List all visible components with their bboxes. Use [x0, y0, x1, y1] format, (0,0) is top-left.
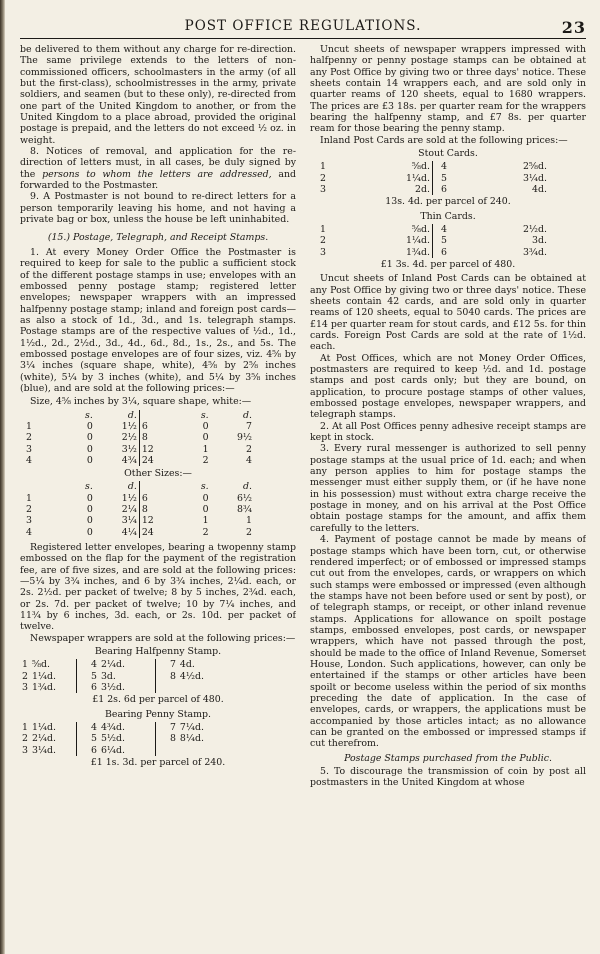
thin-cards-table	[318, 224, 549, 258]
table-row: 1 0 1½ 6 0 7	[26, 420, 252, 432]
table-row: 3 0 3½ 12 1 2	[26, 443, 252, 455]
paragraph: 9. A Postmaster is not bound to re-direct letters for a person temporarily leaving his home, and not having a private bag or box, unless the house be left uninhabited.	[20, 191, 296, 226]
paragraph: Newspaper wrappers are sold at the following prices:—	[30, 632, 296, 644]
binding-edge	[0, 0, 5, 954]
table-row: 3 1¾d. 6 3¾d.	[320, 246, 547, 258]
table-header-row: s. d. s. d.	[85, 481, 252, 493]
table-heading: Thin Cards.	[420, 210, 476, 222]
table-row: 2 1¼d. 5 3d. 8 4½d.	[22, 670, 204, 682]
table-row: 3 0 3¼ 12 1 1	[26, 515, 252, 527]
emphasis: persons to whom the letters are addressed,	[42, 168, 272, 180]
table-total: £1 3s. 4d. per parcel of 480.	[380, 258, 516, 270]
table-heading: Bearing Penny Stamp.	[105, 708, 211, 720]
table-row: 3 2d. 6 4d.	[320, 184, 547, 196]
table-row: 1 ⅝d. 4 2⅝d.	[320, 161, 547, 173]
page-number: 23	[561, 18, 586, 37]
page-header	[20, 18, 586, 36]
table-total: £1 1s. 3d. per parcel of 240.	[90, 756, 226, 768]
table-row: 1 1¼d. 4 4¾d. 7 7¼d.	[22, 721, 204, 733]
table-row: 1 ⅝d. 4 2¼d. 7 4d.	[22, 659, 195, 671]
table-heading: Size, 4⅝ inches by 3¼, square shape, white:—	[30, 396, 252, 408]
table-heading: Bearing Halfpenny Stamp.	[94, 646, 222, 658]
paragraph: 5. To discourage the transmission of coin by post all postmasters in the United Kingdom at whose	[310, 766, 586, 789]
table-row: 4 0 4¾ 24 2 4	[26, 454, 252, 466]
other-envelope-table	[24, 481, 254, 537]
table-total: £1 2s. 6d per parcel of 480.	[92, 694, 224, 706]
square-envelope-table	[24, 410, 254, 466]
table-row: 2 0 2½ 8 0 9½	[26, 432, 252, 444]
stout-cards-table	[318, 161, 549, 195]
table-row: 2 2¼d. 5 5½d. 8 8¼d.	[22, 733, 204, 745]
paragraph: At Post Offices, which are not Money Order Offices, postmasters are required to keep ½d. and 1d. postage stamps and post cards only; but they are bound, on application, to procure postage stamps of other values, embossed postage envelopes, newspaper wrappers, and telegraph stamps.	[310, 352, 586, 421]
penny-wrapper-table	[20, 722, 218, 756]
right-column	[310, 44, 586, 789]
left-column	[20, 44, 296, 771]
table-row: 3 3¼d. 6 6¼d.	[22, 744, 125, 756]
table-heading: Other Sizes:—	[124, 468, 192, 480]
paragraph: 1. At every Money Order Office the Postmaster is required to keep for sale to the public a sufficient stock of the different postage stamps in use; envelopes with an embossed penny postage stamp; registered letter envelopes; newspaper wrappers with an impressed halfpenny postage stamp; inland and foreign post cards—as also a stock of 1d., 3d., and 1s. telegraph stamps. Postage stamps are of the respective values of ½d., 1d., 1½d., 2d., 2½d., 3d., 4d., 6d., 8d., 1s., 2s., and 5s. The embossed postage envelopes are of four sizes, viz. 4⅝ by 3¼ inches (square shape, white), 4⅝ by 2⅝ inches (white), 5¼ by 3 inches (white), and 5¼ by 3⅝ inches (blue), and are sold at the following prices:—	[20, 246, 296, 394]
table-row: 1 ⅝d. 4 2½d.	[320, 224, 547, 236]
paragraph: Uncut sheets of Inland Post Cards can be obtained at any Post Office by giving two or three days' notice. These sheets contain 42 cards, and are sold only in quarter reams of 120 sheets, equal to 5040 cards. The prices are £14 per quarter ream for stout cards, and £12 5s. for thin cards. Foreign Post Cards are sold at the rate of 1½d. each.	[310, 273, 586, 353]
table-total: 13s. 4d. per parcel of 240.	[385, 196, 511, 208]
sub-heading: Postage Stamps purchased from the Public.	[344, 752, 552, 764]
table-row: 4 0 4¼ 24 2 2	[26, 526, 252, 538]
paragraph: 2. At all Post Offices penny adhesive receipt stamps are kept in stock.	[310, 420, 586, 444]
table-row: 1 0 1½ 6 0 6½	[26, 492, 252, 504]
paragraph: Registered letter envelopes, bearing a twopenny stamp embossed on the flap for the payment of the registration fee, are of five sizes, and are sold at the following prices:—5¼ by 3¾ inches, and 6 by 3¾ inches, 2¼d. each, or 2s. 2½d. per packet of twelve; 8 by 5 inches, 2¾d. each, or 2s. 7d. per packet of twelve; 10 by 7¼ inches, and 11¾ by 6 inches, 3d. each, or 2s. 10d. per packet of twelve.	[20, 541, 296, 633]
halfpenny-wrapper-table	[20, 659, 218, 693]
paragraph: 4. Payment of postage cannot be made by means of postage stamps which have been torn, cut, or otherwise rendered imperfect; or of embossed or impressed stamps cut out from the envelopes, cards, or wrappers on which such stamps were embossed or impressed (even although the stamps have not been before used or sent by post), or of telegraph stamps, or receipt, or other inland revenue stamps. Applications for allowance on spoilt postage stamps, embossed envelopes, post cards, or newspaper wrappers, which have not passed through the post, should be made to the office of Inland Revenue, Somerset House, London. Such applications, however, can only be entertained if the stamps or other articles have been spoilt or become useless within the period of six months preceding the date of application. In the case of envelopes, cards, or wrappers, the applications must be accompanied by those articles intact; as no allowance can be granted on the embossed or impressed stamps if cut therefrom.	[310, 534, 586, 750]
running-title: POST OFFICE REGULATIONS.	[184, 18, 422, 34]
paragraph: 8. Notices of removal, and application for the re-direction of letters must, in all cases, be duly signed by the persons to whom the letters are addressed, and forwarded to the Postmaster.	[20, 146, 296, 192]
paragraph: Inland Post Cards are sold at the following prices:—	[320, 134, 568, 146]
section-title: (15.) Postage, Telegraph, and Receipt Stamps.	[47, 231, 269, 243]
paragraph: Uncut sheets of newspaper wrappers impressed with halfpenny or penny postage stamps can be obtained at any Post Office by giving two or three days' notice. These sheets contain 14 wrappers each, and are sold only in quarter reams of 120 sheets, equal to 1680 wrappers. The prices are £3 18s. per quarter ream for the wrappers bearing the halfpenny stamp, and £7 8s. per quarter ream for those bearing the penny stamp.	[310, 44, 586, 135]
header-rule	[20, 38, 586, 39]
table-heading: Stout Cards.	[418, 148, 478, 160]
table-header-row: s. d. s. d.	[85, 409, 252, 421]
table-row: 2 1¼d. 5 3¼d.	[320, 172, 547, 184]
table-row: 2 0 2¼ 8 0 8¾	[26, 504, 252, 516]
paragraph: be delivered to them without any charge for re-direction. The same privilege extends to the letters of non-commissioned officers, schoolmasters in the army (of all but the first-class), schoolmistresses in the army, private soldiers, and seamen (but to these only), re-directed from one part of the United Kingdom to another, or from the United Kingdom to a place abroad, provided the original postage is prepaid, and the letters do not exceed ½ oz. in weight.	[20, 44, 296, 146]
table-row: 2 1¼d. 5 3d.	[320, 235, 547, 247]
paragraph: 3. Every rural messenger is authorized to sell penny postage stamps at the usual price of 1d. each; and when any person applies to him for postage stamps the messenger must either supply them, or (if he have none in his possession) must without extra charge receive the postage in money, and on his arrival at the Post Office obtain postage stamps for the amount, and affix them carefully to the letters.	[310, 443, 586, 534]
table-row: 3 1¾d. 6 3½d.	[22, 682, 125, 693]
